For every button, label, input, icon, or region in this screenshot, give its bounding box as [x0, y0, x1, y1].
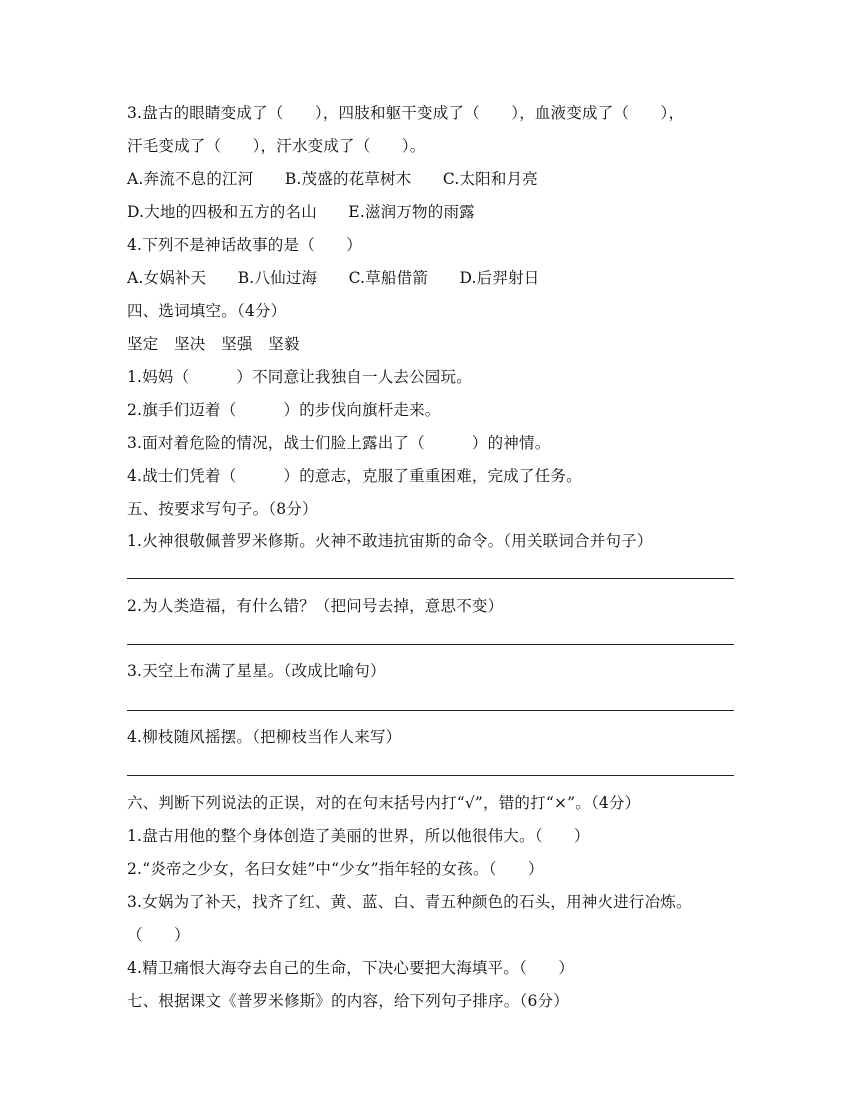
question-3-line-1: 3.盘古的眼睛变成了（ ），四肢和躯干变成了（ ），血液变成了（ ），	[127, 104, 685, 122]
rewrite-item: 2.为人类造福，有什么错？（把问号去掉，意思不变）	[127, 597, 504, 615]
judge-item: 2.“炎帝之少女，名曰女娃”中“少女”指年轻的女孩。（ ）	[127, 860, 544, 878]
section-5-heading: 五、按要求写句子。（8分）	[127, 500, 318, 518]
judge-item: 3.女娲为了补天，找齐了红、黄、蓝、白、青五种颜色的石头，用神火进行冶炼。	[127, 893, 692, 911]
word-bank: 坚定 坚决 坚强 坚毅	[127, 335, 300, 353]
answer-line[interactable]	[127, 775, 734, 776]
fill-item: 1.妈妈（ ）不同意让我独自一人去公园玩。	[127, 368, 472, 386]
fill-item: 2.旗手们迈着（ ）的步伐向旗杆走来。	[127, 401, 441, 419]
section-4-heading: 四、选词填空。（4分）	[127, 302, 287, 320]
question-3-line-2: 汗毛变成了（ ），汗水变成了（ ）。	[127, 137, 426, 155]
question-3-options-2: D.大地的四极和五方的名山 E.滋润万物的雨露	[127, 203, 475, 221]
answer-line[interactable]	[127, 710, 734, 711]
judge-item: 1.盘古用他的整个身体创造了美丽的世界，所以他很伟大。（ ）	[127, 827, 590, 845]
question-4-options: A.女娲补天 B.八仙过海 C.草船借箭 D.后羿射日	[127, 269, 540, 287]
rewrite-item: 3.天空上布满了星星。（改成比喻句）	[127, 662, 386, 680]
rewrite-item: 4.柳枝随风摇摆。（把柳枝当作人来写）	[127, 728, 402, 746]
question-4: 4.下列不是神话故事的是（ ）	[127, 236, 362, 254]
fill-item: 3.面对着危险的情况，战士们脸上露出了（ ）的神情。	[127, 434, 551, 452]
section-6-heading: 六、判断下列说法的正误，对的在句末括号内打“√”，错的打“×”。（4分）	[127, 794, 641, 812]
fill-item: 4.战士们凭着（ ）的意志，克服了重重困难，完成了任务。	[127, 467, 582, 485]
question-3-options-1: A.奔流不息的江河 B.茂盛的花草树木 C.太阳和月亮	[127, 170, 538, 188]
rewrite-item: 1.火神很敬佩普罗米修斯。火神不敢违抗宙斯的命令。（用关联词合并句子）	[127, 532, 653, 550]
section-7-heading: 七、根据课文《普罗米修斯》的内容，给下列句子排序。（6分）	[127, 992, 569, 1010]
answer-line[interactable]	[127, 578, 734, 579]
judge-item: 4.精卫痛恨大海夺去自己的生命，下决心要把大海填平。（ ）	[127, 959, 575, 977]
judge-item-bracket: （ ）	[127, 926, 190, 944]
answer-line[interactable]	[127, 644, 734, 645]
